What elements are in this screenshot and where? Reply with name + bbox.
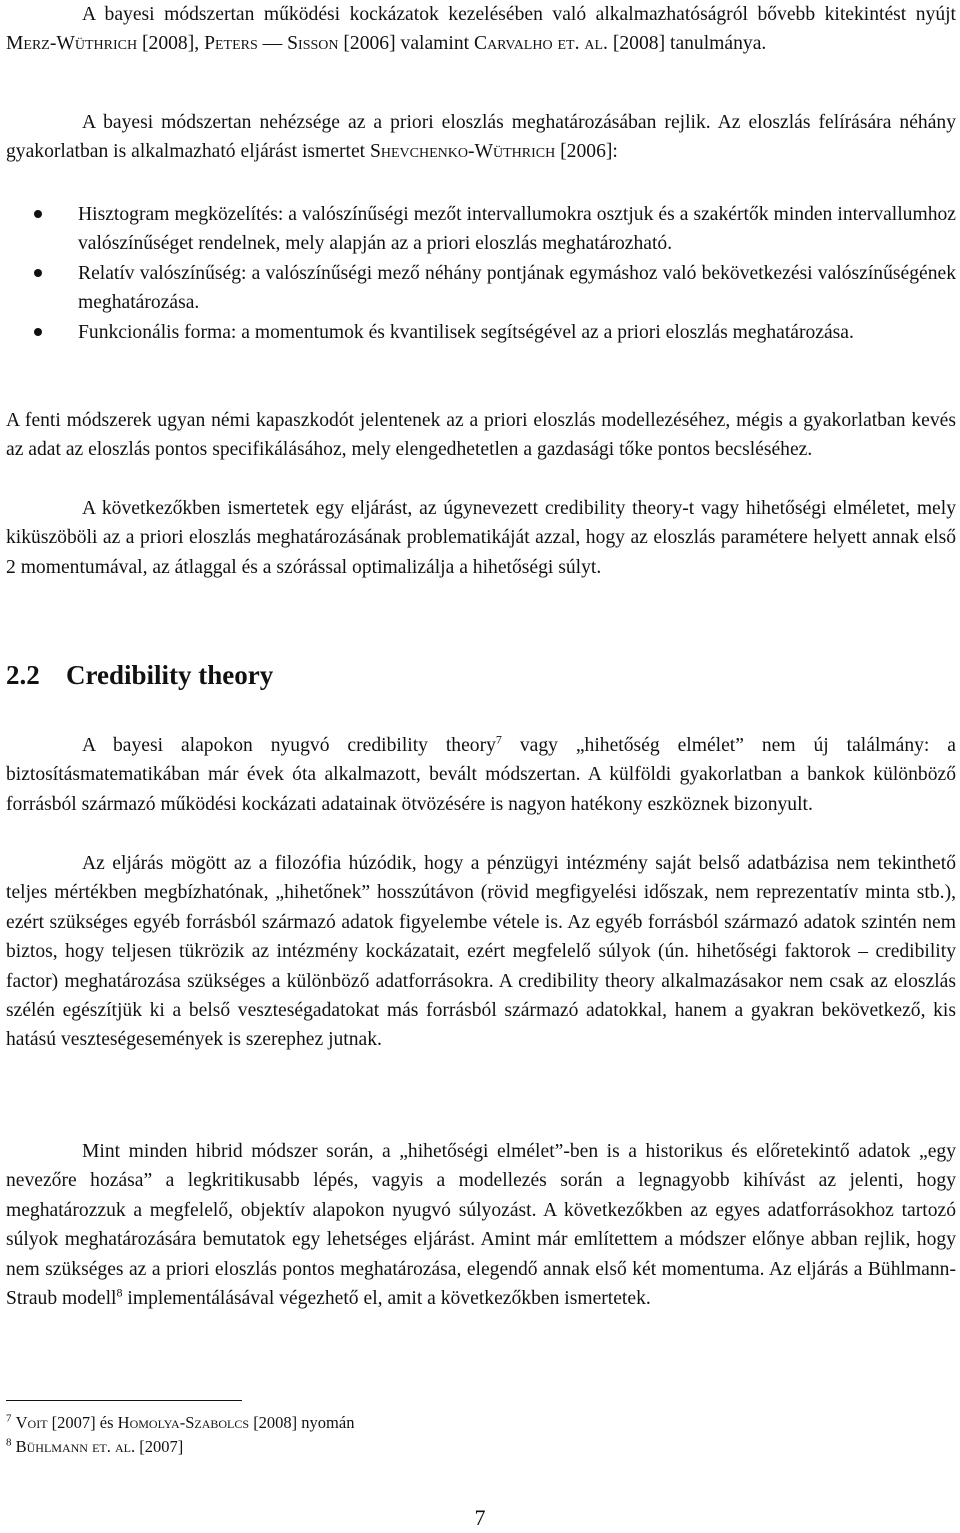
list-item-text: Hisztogram megközelítés: a valószínűségi mezőt intervallumokra osztjuk és a szakértők minden intervallumhoz valószínűséget rendelnek, mely alapján az a priori eloszlás meghatározható.	[78, 204, 956, 255]
footnote-mark: 7	[6, 1412, 12, 1425]
citation-year: [2007]	[139, 1437, 184, 1456]
footnote	[6, 1412, 354, 1434]
citation-year: [2008] nyomán	[253, 1413, 355, 1432]
citation-year: [2008],	[142, 33, 200, 55]
para7-text-a: Mint minden hibrid módszer során, a „hihetőségi elmélet”-ben is a historikus és előretekintő adatok „egy nevezőre hozása” a legkritikusabb lépés, vagyis a modellezés során a legnagyobb kihívást az jelenti, hogy meghatározzuk a megfelelő, objektív alapokon nyugvó súlyozást. A következőkben az egyes adatforrásokhoz tartozó súlyok meghatározására bemutatok egy lehetséges eljárást. Amint már említettem a módszer előnye abban rejlik, hogy nem szükséges az a priori eloszlás pontos meghatározása, elegendő annak első két momentuma. Az eljárás a Bühlmann-Straub modell	[6, 1141, 956, 1310]
footnote-ref: 7	[495, 732, 502, 747]
citation-year: [2007] és	[51, 1413, 114, 1432]
para5-text-b: vagy „hihetőség elmélet” nem új találmány: a biztosításmatematikában már évek óta alkalmazott, bevált módszertan. A külföldi gyakorlatban a bankok különböző forrásból származó működési kockázati adatainak ötvözésére is nagyon hatékony eszköznek bizonyult.	[6, 735, 956, 815]
para7-text-b: implementálásával végezhető el, amit a következőkben ismertetek.	[127, 1288, 651, 1310]
footnote-separator	[6, 1400, 242, 1401]
page-number: 7	[474, 1505, 486, 1530]
list-item	[6, 200, 956, 259]
citation-year: [2008] tanulmánya.	[612, 33, 767, 55]
paragraph-4: A következőkben ismertetek egy eljárást, az úgynevezett credibility theory-t vagy hihetőségi elméletet, mely kiküszöböli az a priori eloszlás meghatározásának problematikáját azzal, hogy az eloszlás paramétere helyett annak első 2 momentumával, az átlaggal és a szórással optimalizálja a hihetőségi súlyt.	[6, 498, 956, 578]
paragraph-7	[6, 1137, 956, 1313]
paragraph-intro	[6, 0, 956, 59]
citation: Peters — Sisson	[204, 33, 339, 55]
citation: Bühlmann et. al.	[15, 1437, 136, 1456]
list-item-text: Relatív valószínűség: a valószínűségi mező néhány pontjának egymáshoz való bekövetkezési valószínűségének meghatározása.	[78, 262, 956, 314]
citation-year: [2006] valamint	[343, 33, 470, 55]
paragraph-6: Az eljárás mögött az a filozófia húzódik, hogy a pénzügyi intézmény saját belső adatbázisa nem tekinthető teljes mértékben megbízhatónak, „hihetőnek” hosszútávon (rövid megfigyelési időszak, nem reprezentatív minta stb.), ezért szükséges egyéb forrásból származó adatok figyelembe vétele is. Az egyéb forrásból származó adatok szintén nem biztos, hogy teljesen tükrözik az intézmény kockázatait, ezért megfelelő súlyok (ún. hihetőségi faktorok – credibility factor) meghatározása szükséges a különböző adatforrásokra. A credibility theory alkalmazásakor nem csak az eloszlás szélén egészítjük ki a belső veszteségadatokat más forrásból származó adatokkal, hanem a gyakran bekövetkező, kis hatású veszteségesemények is szerephez jutnak.	[6, 853, 956, 1051]
list-item-text: Funkcionális forma: a momentumok és kvantilisek segítségével az a priori eloszlás meghatározása.	[78, 321, 854, 343]
paragraph-3: A fenti módszerek ugyan némi kapaszkodót jelentenek az a priori eloszlás modellezéséhez, mégis a gyakorlatban kevés az adat az eloszlás pontos specifikálásához, mely elengedhetetlen a gazdasági tőke pontos becsléséhez.	[6, 410, 956, 461]
footnote	[6, 1436, 183, 1458]
bullet-icon	[34, 210, 42, 218]
bullet-icon	[34, 328, 42, 336]
bullet-icon	[34, 269, 42, 277]
citation-year: [2006]:	[560, 141, 618, 163]
para2-text: A bayesi módszertan nehézsége az a priori eloszlás meghatározásában rejlik. Az eloszlás felírására néhány gyakorlatban is alkalmazható eljárást ismertet	[6, 112, 956, 163]
paragraph-2	[6, 108, 956, 167]
citation: Merz-Wüthrich	[6, 33, 138, 55]
list-item	[6, 318, 956, 347]
footnote-ref: 8	[116, 1285, 123, 1300]
section-heading	[6, 660, 273, 691]
intro-text: A bayesi módszertan működési kockázatok kezelésében való alkalmazhatóságról bővebb kitekintést nyújt	[82, 4, 956, 25]
citation: Carvalho et. al.	[474, 33, 608, 55]
citation: Shevchenko-Wüthrich	[370, 141, 556, 163]
bullet-list	[6, 200, 956, 347]
citation: Homolya-Szabolcs	[117, 1413, 250, 1432]
section-title: Credibility theory	[66, 660, 274, 690]
citation: Voit	[15, 1413, 48, 1432]
footnote-mark: 8	[6, 1436, 12, 1449]
section-number: 2.2	[6, 660, 40, 690]
list-item	[6, 259, 956, 318]
paragraph-5	[6, 731, 956, 819]
para5-text-a: A bayesi alapokon nyugvó credibility theory	[82, 735, 496, 756]
